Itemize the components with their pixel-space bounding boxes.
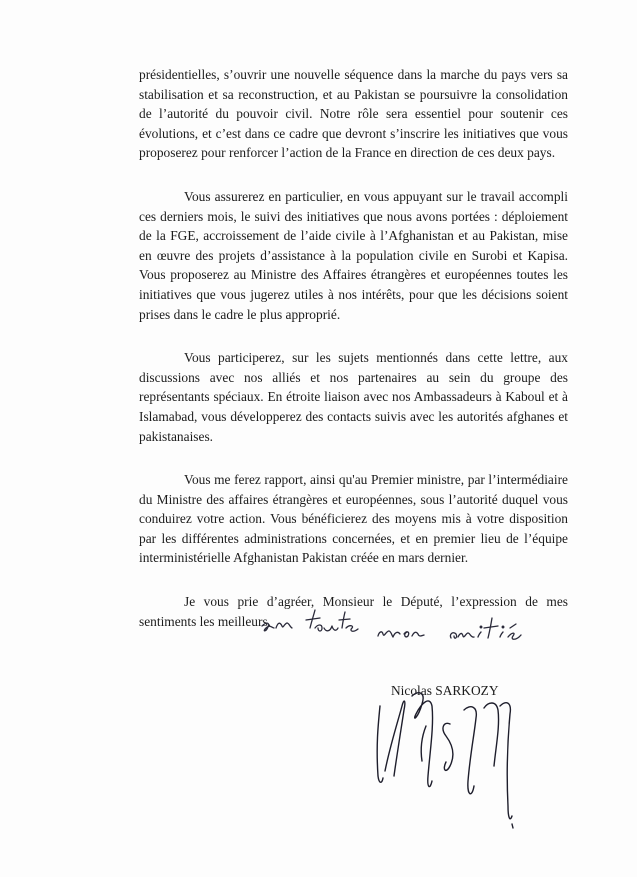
- paragraph-intro-continuation: présidentielles, s’ouvrir une nouvelle séquence dans la marche du pays vers sa stabilisation et sa reconstruction, et au Pakistan se poursuivre la consolidation de l’autorité du pouvoir civil. Notre rôle sera essentiel pour soutenir ces évolutions, et c’est dans ce cadre que devront s’inscrire les initiatives que vous proposerez pour renforcer l’action de la France en direction de ces deux pays.: [139, 67, 568, 161]
- handwritten-note: [258, 606, 558, 666]
- letter-body: [139, 65, 568, 655]
- paragraph-reporting: Vous me ferez rapport, ainsi qu'au Premier ministre, par l’intermédiaire du Ministre des affaires étrangères et européennes, sous l’autorité duquel vous conduirez votre action. Vous bénéficierez des moyens mis à votre disposition par les différentes administrations concernées, et en premier lieu de l’équipe interministérielle Afghanistan Pakistan créée en mars dernier.: [139, 472, 568, 566]
- signature: [360, 666, 530, 841]
- paragraph-discussions: Vous participerez, sur les sujets mentionnés dans cette lettre, aux discussions avec nos alliés et nos partenaires au sein du groupe des représentants spéciaux. En étroite liaison avec nos Ambassadeurs à Kaboul et à Islamabad, vous développerez des contacts suivis avec les autorités afghanes et pakistanaises.: [139, 350, 568, 444]
- paragraph-follow-up: Vous assurerez en particulier, en vous appuyant sur le travail accompli ces derniers mois, le suivi des initiatives que nous avons portées : déploiement de la FGE, accroissement de l’aide civile à l’Afghanistan et au Pakistan, mise en œuvre des projets d’assistance à la population civile en Surobi et Kapisa. Vous proposerez au Ministre des Affaires étrangères et européennes toutes les initiatives que vous jugerez utiles à nos intérêts, pour que les décisions soient prises dans le cadre le plus approprié.: [139, 188, 568, 322]
- paragraph-closing-formula: Je vous prie d’agréer, Monsieur le Député, l’expression de mes sentiments les meilleurs.: [139, 594, 568, 629]
- signer-name: Nicolas SARKOZY: [391, 683, 499, 698]
